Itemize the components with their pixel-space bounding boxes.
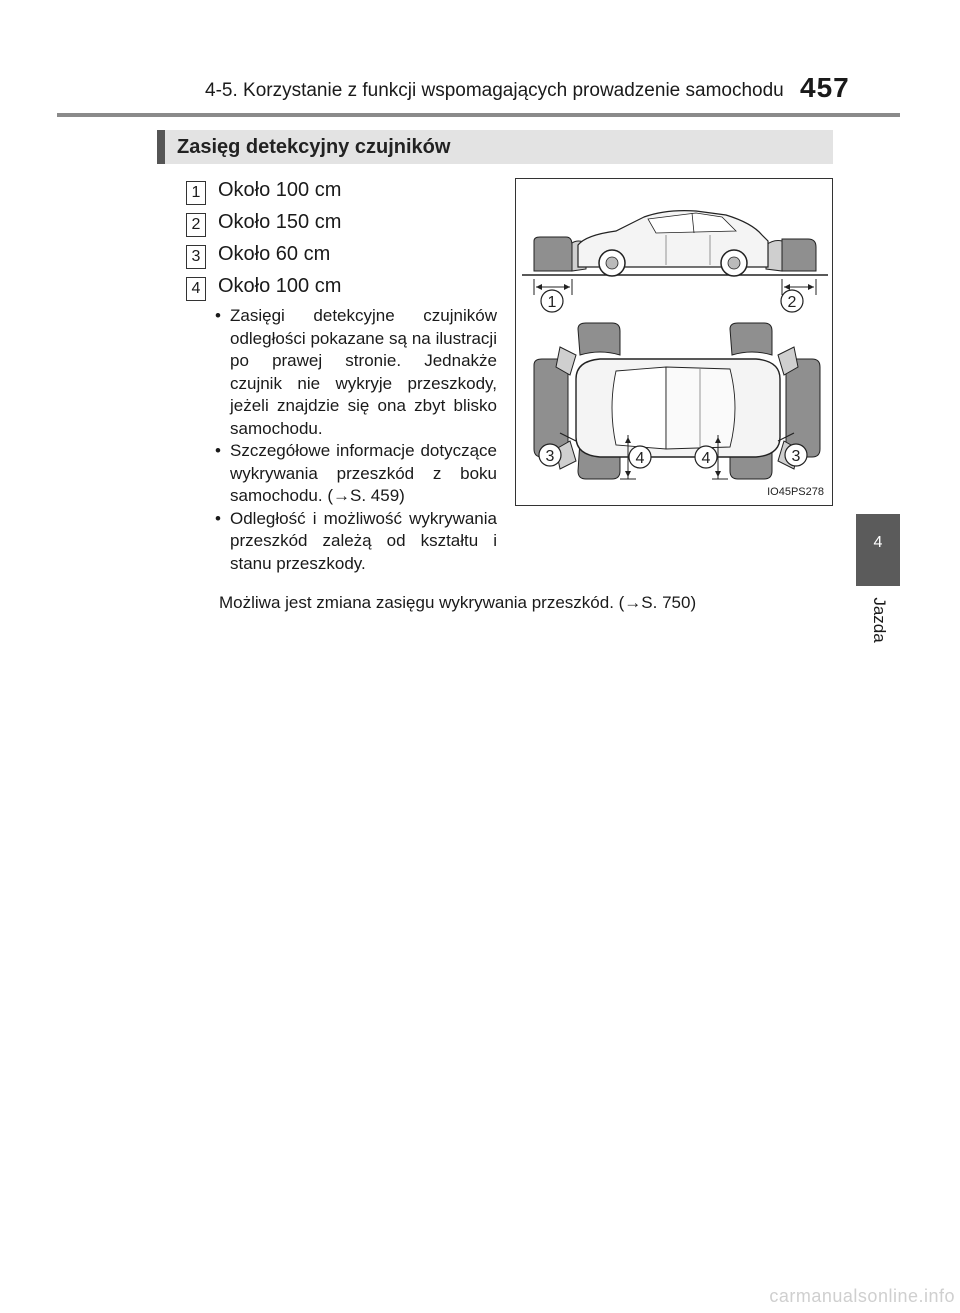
range-text: Około 100 cm — [218, 179, 342, 201]
bullet-item: • Zasięgi detekcyjne czujników odległości pokazane są na ilustracji po prawej stronie. Jednakże czujnik nie wykryje przeszkody, jeżeli znajdzie się ona zbyt blisko samochodu. — [215, 305, 497, 440]
chapter-number: 4 — [873, 534, 883, 551]
range-number-badge: 3 — [186, 245, 206, 269]
chapter-label: Jazda — [870, 597, 889, 643]
range-item — [186, 242, 506, 274]
diagram-label-4-right: 4 — [701, 450, 711, 467]
sensor-range-illustration — [516, 179, 834, 507]
header-rule — [57, 113, 900, 117]
range-text: Około 150 cm — [218, 211, 342, 233]
note-text: Możliwa jest zmiana zasięgu wykrywania przeszkód. (→S. 750) — [219, 593, 697, 612]
diagram-label-1: 1 — [547, 294, 557, 311]
bullet-item: • Odległość i możliwość wykrywania przeszkód zależą od kształtu i stanu przeszkody. — [215, 508, 497, 576]
chapter-tab[interactable] — [856, 514, 900, 586]
diagram-label-3-right: 3 — [791, 448, 801, 465]
range-item — [186, 178, 506, 210]
section-heading — [157, 130, 833, 164]
range-text: Około 100 cm — [218, 275, 342, 297]
diagram-label-2: 2 — [787, 294, 797, 311]
range-number-badge: 2 — [186, 213, 206, 237]
page-number: 457 — [800, 72, 850, 103]
section-accent — [157, 130, 165, 164]
bullet-list — [215, 305, 497, 575]
range-item — [186, 274, 506, 306]
header-title: 4-5. Korzystanie z funkcji wspomagających prowadzenie samochodu — [205, 80, 784, 101]
bullet-item: • Szczegółowe informacje dotyczące wykrywania przeszkód z boku samochodu. (→S. 459) — [215, 440, 497, 508]
diagram-code: IO45PS278 — [767, 486, 824, 498]
range-number-badge: 4 — [186, 277, 206, 301]
watermark: carmanualsonline.info — [769, 1286, 955, 1306]
chapter-label-box — [857, 590, 901, 650]
range-item — [186, 210, 506, 242]
range-number-badge: 1 — [186, 181, 206, 205]
range-text: Około 60 cm — [218, 243, 331, 265]
diagram-label-4-left: 4 — [635, 450, 645, 467]
diagram-label-3-left: 3 — [545, 448, 555, 465]
section-title: Zasięg detekcyjny czujników — [177, 136, 451, 158]
sensor-range-diagram — [515, 178, 833, 506]
